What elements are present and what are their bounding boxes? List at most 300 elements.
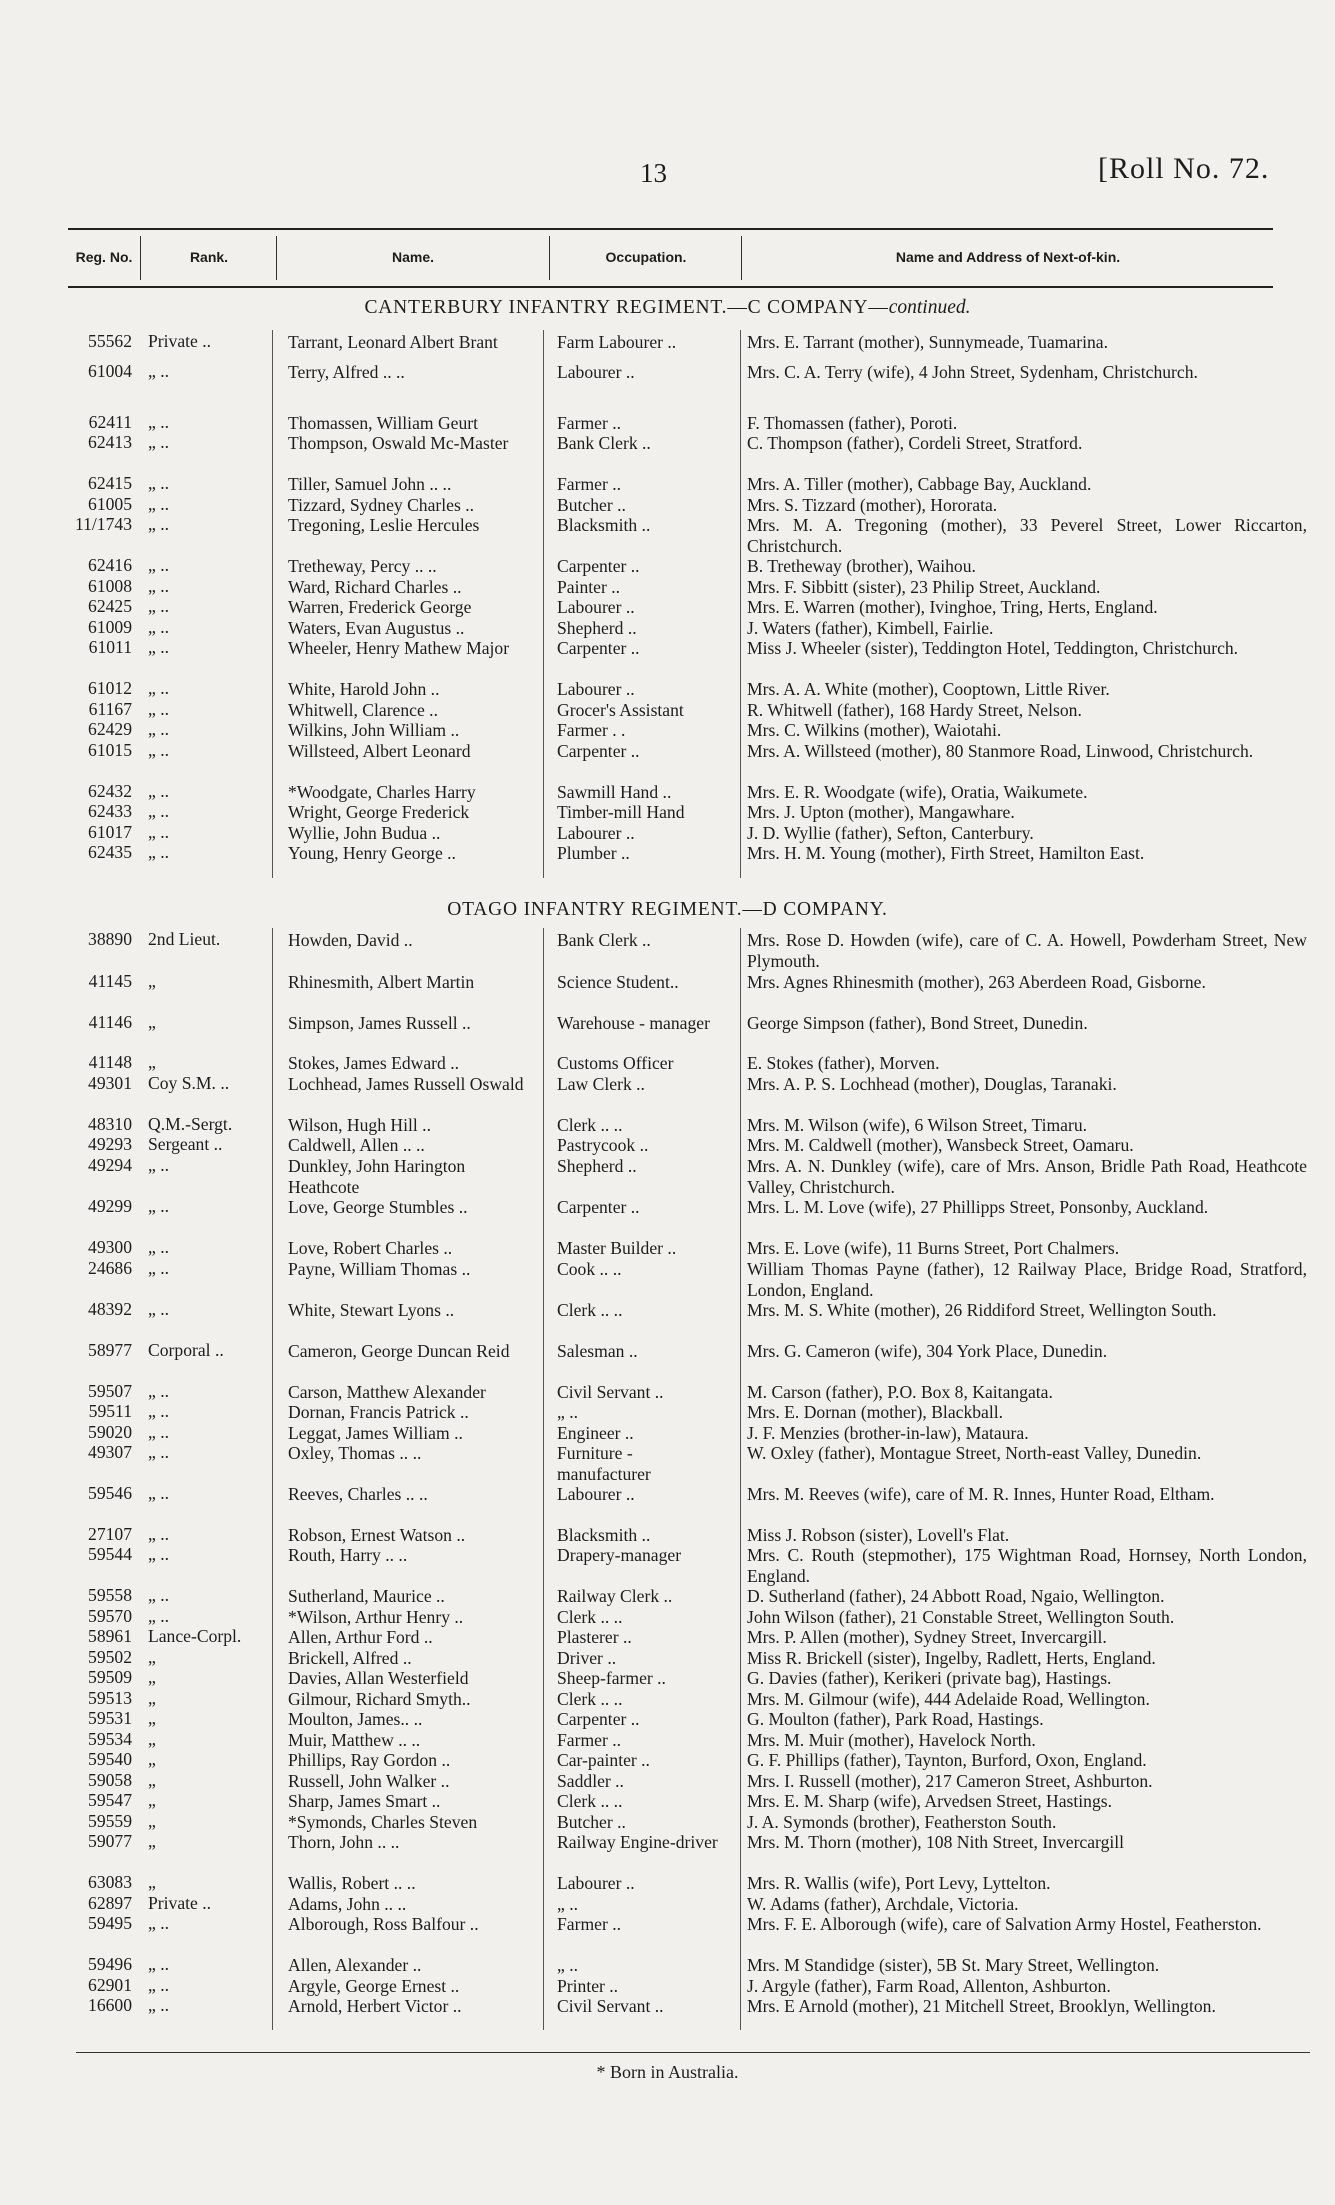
occupation: Labourer ..	[557, 1484, 635, 1504]
next-of-kin: B. Tretheway (brother), Waihou.	[747, 556, 976, 576]
rank: „ ..	[148, 1401, 170, 1421]
reg-number: 59534	[88, 1729, 132, 1749]
next-of-kin: Mrs. M. S. White (mother), 26 Riddiford Street, Wellington South.	[747, 1300, 1217, 1320]
reg-number: 27107	[88, 1524, 132, 1544]
occupation: Farmer . .	[557, 720, 626, 740]
reg-number: 61012	[88, 678, 132, 698]
soldier-name: Wright, George Frederick	[288, 802, 470, 822]
occupation: Law Clerk ..	[557, 1074, 645, 1094]
next-of-kin: Mrs. A. Willsteed (mother), 80 Stanmore Road, Linwood, Christchurch.	[747, 741, 1254, 761]
next-of-kin: Mrs. M. A. Tregoning (mother), 33 Peverel Street, Lower Riccarton, Christchurch.	[747, 515, 1307, 556]
rank: „ ..	[148, 576, 170, 596]
rank: 2nd Lieut.	[148, 929, 221, 949]
header-next-of-kin: Name and Address of Next-of-kin.	[895, 249, 1121, 265]
soldier-name: Oxley, Thomas .. ..	[288, 1443, 422, 1463]
next-of-kin: G. Moulton (father), Park Road, Hastings.	[747, 1709, 1044, 1729]
next-of-kin: F. Thomassen (father), Poroti.	[747, 413, 958, 433]
rank: „	[148, 1012, 156, 1032]
next-of-kin: Mrs. M. Caldwell (mother), Wansbeck Street, Oamaru.	[747, 1135, 1134, 1155]
next-of-kin: Mrs. R. Wallis (wife), Port Levy, Lyttelton.	[747, 1873, 1051, 1893]
reg-number: 49293	[88, 1134, 132, 1154]
occupation: Saddler ..	[557, 1771, 624, 1791]
soldier-name: Thompson, Oswald Mc-Master	[288, 433, 509, 453]
occupation: „ ..	[557, 1894, 579, 1914]
soldier-name: White, Harold John ..	[288, 679, 440, 699]
rank: „ ..	[148, 1422, 170, 1442]
reg-number: 59558	[88, 1585, 132, 1605]
occupation: Farmer ..	[557, 413, 622, 433]
soldier-name: *Wilson, Arthur Henry ..	[288, 1607, 464, 1627]
occupation: Labourer ..	[557, 1873, 635, 1893]
soldier-name: Wheeler, Henry Mathew Major	[288, 638, 510, 658]
reg-number: 58961	[88, 1626, 132, 1646]
next-of-kin: Mrs. E. Tarrant (mother), Sunnymeade, Tuamarina.	[747, 332, 1108, 352]
footnote: * Born in Australia.	[596, 2062, 739, 2082]
rank: Private ..	[148, 1893, 212, 1913]
soldier-name: Cameron, George Duncan Reid	[288, 1341, 510, 1361]
next-of-kin: G. F. Phillips (father), Taynton, Burford, Oxon, England.	[747, 1750, 1147, 1770]
reg-number: 49300	[88, 1237, 132, 1257]
soldier-name: Leggat, James William ..	[288, 1423, 463, 1443]
soldier-name: Moulton, James.. ..	[288, 1709, 423, 1729]
header-name: Name.	[391, 249, 435, 265]
rank: „	[148, 1872, 156, 1892]
soldier-name: Thomassen, William Geurt	[288, 413, 479, 433]
reg-number: 61015	[88, 740, 132, 760]
reg-number: 62416	[88, 555, 132, 575]
next-of-kin: Mrs. A. A. White (mother), Cooptown, Little River.	[747, 679, 1110, 699]
soldier-name: Tizzard, Sydney Charles ..	[288, 495, 475, 515]
rank: „	[148, 971, 156, 991]
occupation: Civil Servant ..	[557, 1382, 664, 1402]
next-of-kin: C. Thompson (father), Cordeli Street, Stratford.	[747, 433, 1083, 453]
section-title-otago: OTAGO INFANTRY REGIMENT.—D COMPANY.	[447, 899, 888, 920]
next-of-kin: Miss R. Brickell (sister), Ingelby, Radlett, Herts, England.	[747, 1648, 1156, 1668]
next-of-kin: E. Stokes (father), Morven.	[747, 1053, 940, 1073]
occupation: Cook .. ..	[557, 1259, 622, 1279]
next-of-kin: J. F. Menzies (brother-in-law), Mataura.	[747, 1423, 1029, 1443]
reg-number: 59020	[88, 1422, 132, 1442]
occupation: Farmer ..	[557, 1730, 622, 1750]
reg-number: 59058	[88, 1770, 132, 1790]
next-of-kin: Mrs. H. M. Young (mother), Firth Street, Hamilton East.	[747, 843, 1145, 863]
occupation: Blacksmith ..	[557, 1525, 651, 1545]
rank: „ ..	[148, 412, 170, 432]
rank: „ ..	[148, 1196, 170, 1216]
next-of-kin: Mrs. A. N. Dunkley (wife), care of Mrs. Anson, Bridle Path Road, Heathcote Valley, Christchurch.	[747, 1156, 1307, 1197]
occupation: Labourer ..	[557, 597, 635, 617]
soldier-name: Payne, William Thomas ..	[288, 1259, 471, 1279]
reg-number: 62901	[88, 1975, 132, 1995]
next-of-kin: Mrs. Agnes Rhinesmith (mother), 263 Aberdeen Road, Gisborne.	[747, 972, 1206, 992]
next-of-kin: Mrs. M. Thorn (mother), 108 Nith Street, Invercargill	[747, 1832, 1125, 1852]
soldier-name: Argyle, George Ernest ..	[288, 1976, 460, 1996]
next-of-kin: R. Whitwell (father), 168 Hardy Street, Nelson.	[747, 700, 1082, 720]
rank: „	[148, 1052, 156, 1072]
rank: Lance-Corpl.	[148, 1626, 242, 1646]
next-of-kin: Miss J. Wheeler (sister), Teddington Hotel, Teddington, Christchurch.	[747, 638, 1239, 658]
occupation: Timber-mill Hand	[557, 802, 685, 822]
rank: „ ..	[148, 1155, 170, 1175]
soldier-name: Wyllie, John Budua ..	[288, 823, 441, 843]
occupation: Farmer ..	[557, 474, 622, 494]
header-occupation: Occupation.	[605, 249, 687, 265]
rank: Q.M.-Sergt.	[148, 1114, 233, 1134]
occupation: Driver ..	[557, 1648, 617, 1668]
occupation: Shepherd ..	[557, 1156, 637, 1176]
reg-number: 38890	[88, 929, 132, 949]
rank: „ ..	[148, 781, 170, 801]
occupation: Clerk .. ..	[557, 1791, 623, 1811]
rank: „	[148, 1749, 156, 1769]
soldier-name: Phillips, Ray Gordon ..	[288, 1750, 451, 1770]
next-of-kin: Mrs. S. Tizzard (mother), Hororata.	[747, 495, 998, 515]
occupation: Civil Servant ..	[557, 1996, 664, 2016]
reg-number: 61008	[88, 576, 132, 596]
rank: Coy S.M. ..	[148, 1073, 230, 1093]
next-of-kin: Mrs. M Standidge (sister), 5B St. Mary Street, Wellington.	[747, 1955, 1160, 1975]
soldier-name: Gilmour, Richard Smyth..	[288, 1689, 471, 1709]
rank: „ ..	[148, 1544, 170, 1564]
rank: „ ..	[148, 842, 170, 862]
soldier-name: Love, George Stumbles ..	[288, 1197, 468, 1217]
reg-number: 24686	[88, 1258, 132, 1278]
rank: „	[148, 1667, 156, 1687]
reg-number: 16600	[88, 1995, 132, 2015]
soldier-name: Wilkins, John William ..	[288, 720, 460, 740]
rank: „	[148, 1708, 156, 1728]
soldier-name: Brickell, Alfred ..	[288, 1648, 412, 1668]
reg-number: 61011	[88, 637, 132, 657]
occupation: Grocer's Assistant	[557, 700, 684, 720]
rank: „	[148, 1688, 156, 1708]
occupation: Blacksmith ..	[557, 515, 651, 535]
reg-number: 62425	[88, 596, 132, 616]
occupation: Warehouse - manager	[557, 1013, 710, 1033]
reg-number: 48392	[88, 1299, 132, 1319]
reg-number: 59495	[88, 1913, 132, 1933]
reg-number: 55562	[88, 331, 132, 351]
rank: „ ..	[148, 1954, 170, 1974]
reg-number: 11/1743	[74, 514, 132, 534]
rank: „ ..	[148, 1299, 170, 1319]
soldier-name: Howden, David ..	[288, 930, 413, 950]
occupation: Carpenter ..	[557, 1197, 640, 1217]
occupation: Butcher ..	[557, 495, 626, 515]
reg-number: 59546	[88, 1483, 132, 1503]
section-title-canterbury: CANTERBURY INFANTRY REGIMENT.—C COMPANY—continued.	[364, 297, 971, 318]
soldier-name: Routh, Harry .. ..	[288, 1545, 408, 1565]
next-of-kin: Mrs. E. Warren (mother), Ivinghoe, Tring, Herts, England.	[747, 597, 1158, 617]
rank: „ ..	[148, 1606, 170, 1626]
next-of-kin: W. Oxley (father), Montague Street, North-east Valley, Dunedin.	[747, 1443, 1202, 1463]
rank: „ ..	[148, 1442, 170, 1462]
next-of-kin: Mrs. L. M. Love (wife), 27 Phillipps Street, Ponsonby, Auckland.	[747, 1197, 1209, 1217]
occupation: Farm Labourer ..	[557, 332, 677, 352]
reg-number: 59511	[88, 1401, 132, 1421]
next-of-kin: Mrs. E. M. Sharp (wife), Arvedsen Street, Hastings.	[747, 1791, 1113, 1811]
soldier-name: Dornan, Francis Patrick ..	[288, 1402, 469, 1422]
soldier-name: Caldwell, Allen .. ..	[288, 1135, 425, 1155]
next-of-kin: Mrs. A. P. S. Lochhead (mother), Douglas, Taranaki.	[747, 1074, 1117, 1094]
rank: „ ..	[148, 1258, 170, 1278]
reg-number: 59509	[88, 1667, 132, 1687]
occupation: Clerk .. ..	[557, 1689, 623, 1709]
next-of-kin: John Wilson (father), 21 Constable Street, Wellington South.	[747, 1607, 1175, 1627]
rank: „ ..	[148, 699, 170, 719]
soldier-name: Warren, Frederick George	[288, 597, 472, 617]
soldier-name: Love, Robert Charles ..	[288, 1238, 453, 1258]
occupation: Drapery-manager	[557, 1545, 682, 1565]
occupation: Pastrycook ..	[557, 1135, 649, 1155]
soldier-name: Robson, Ernest Watson ..	[288, 1525, 466, 1545]
next-of-kin: Mrs. C. Routh (stepmother), 175 Wightman Road, Hornsey, North London, England.	[747, 1545, 1307, 1586]
reg-number: 59531	[88, 1708, 132, 1728]
next-of-kin: George Simpson (father), Bond Street, Dunedin.	[747, 1013, 1088, 1033]
rank: „ ..	[148, 596, 170, 616]
next-of-kin: D. Sutherland (father), 24 Abbott Road, Ngaio, Wellington.	[747, 1586, 1165, 1606]
rank: „ ..	[148, 555, 170, 575]
reg-number: 62411	[88, 412, 132, 432]
occupation: Salesman ..	[557, 1341, 638, 1361]
soldier-name: Sutherland, Maurice ..	[288, 1586, 445, 1606]
reg-number: 62429	[88, 719, 132, 739]
next-of-kin: Mrs. F. Sibbitt (sister), 23 Philip Street, Auckland.	[747, 577, 1101, 597]
rank: „ ..	[148, 1524, 170, 1544]
occupation: Labourer ..	[557, 679, 635, 699]
reg-number: 59502	[88, 1647, 132, 1667]
rank: „ ..	[148, 637, 170, 657]
rank: „	[148, 1729, 156, 1749]
rank: „ ..	[148, 1585, 170, 1605]
rank: „ ..	[148, 678, 170, 698]
reg-number: 59496	[88, 1954, 132, 1974]
reg-number: 59513	[88, 1688, 132, 1708]
occupation: Master Builder ..	[557, 1238, 677, 1258]
reg-number: 58977	[88, 1340, 132, 1360]
soldier-name: Willsteed, Albert Leonard	[288, 741, 471, 761]
rank: „	[148, 1647, 156, 1667]
soldier-name: Thorn, John .. ..	[288, 1832, 400, 1852]
next-of-kin: William Thomas Payne (father), 12 Railway Place, Bridge Road, Stratford, London, England.	[747, 1259, 1307, 1300]
rank: „ ..	[148, 1483, 170, 1503]
rank: Private ..	[148, 331, 212, 351]
reg-number: 41146	[88, 1012, 132, 1032]
next-of-kin: Mrs. A. Tiller (mother), Cabbage Bay, Auckland.	[747, 474, 1092, 494]
rank: Sergeant ..	[148, 1134, 223, 1154]
next-of-kin: Mrs. J. Upton (mother), Mangawhare.	[747, 802, 1015, 822]
next-of-kin: Mrs. E. Dornan (mother), Blackball.	[747, 1402, 1004, 1422]
rank: „ ..	[148, 822, 170, 842]
soldier-name: Davies, Allan Westerfield	[288, 1668, 469, 1688]
reg-number: 49294	[88, 1155, 132, 1175]
next-of-kin: Mrs. M. Muir (mother), Havelock North.	[747, 1730, 1036, 1750]
rank: „ ..	[148, 719, 170, 739]
soldier-name: Muir, Matthew .. ..	[288, 1730, 421, 1750]
soldier-name: Lochhead, James Russell Oswald	[288, 1074, 524, 1094]
next-of-kin: Mrs. G. Cameron (wife), 304 York Place, Dunedin.	[747, 1341, 1108, 1361]
reg-number: 62415	[88, 473, 132, 493]
occupation: „ ..	[557, 1402, 579, 1422]
reg-number: 59544	[88, 1544, 132, 1564]
occupation: Carpenter ..	[557, 556, 640, 576]
reg-number: 62433	[88, 801, 132, 821]
next-of-kin: Mrs. C. A. Terry (wife), 4 John Street, Sydenham, Christchurch.	[747, 362, 1198, 382]
soldier-name: Arnold, Herbert Victor ..	[288, 1996, 462, 2016]
rank: „ ..	[148, 514, 170, 534]
rank: „	[148, 1811, 156, 1831]
reg-number: 61004	[88, 361, 132, 381]
occupation: Customs Officer	[557, 1053, 674, 1073]
occupation: Clerk .. ..	[557, 1607, 623, 1627]
occupation: Plumber ..	[557, 843, 630, 863]
rank: „ ..	[148, 361, 170, 381]
soldier-name: Tarrant, Leonard Albert Brant	[288, 332, 498, 352]
occupation: Butcher ..	[557, 1812, 626, 1832]
next-of-kin: M. Carson (father), P.O. Box 8, Kaitangata.	[747, 1382, 1053, 1402]
soldier-name: Wallis, Robert .. ..	[288, 1873, 416, 1893]
next-of-kin: Mrs. M. Reeves (wife), care of M. R. Innes, Hunter Road, Eltham.	[747, 1484, 1215, 1504]
reg-number: 61009	[88, 617, 132, 637]
soldier-name: Whitwell, Clarence ..	[288, 700, 438, 720]
reg-number: 62432	[88, 781, 132, 801]
occupation: Bank Clerk ..	[557, 930, 651, 950]
next-of-kin: J. A. Symonds (brother), Featherston South.	[747, 1812, 1057, 1832]
soldier-name: White, Stewart Lyons ..	[288, 1300, 455, 1320]
rank: „ ..	[148, 1237, 170, 1257]
next-of-kin: J. D. Wyllie (father), Sefton, Canterbury.	[747, 823, 1034, 843]
soldier-name: Terry, Alfred .. ..	[288, 362, 405, 382]
next-of-kin: Mrs. P. Allen (mother), Sydney Street, Invercargill.	[747, 1627, 1107, 1647]
soldier-name: Dunkley, John Harington Heathcote	[288, 1156, 466, 1197]
occupation: Furniture - manufacturer	[557, 1443, 651, 1484]
bottom-rule	[76, 2052, 1310, 2053]
soldier-name: Adams, John .. ..	[288, 1894, 407, 1914]
next-of-kin: Mrs. E. Love (wife), 11 Burns Street, Port Chalmers.	[747, 1238, 1120, 1258]
reg-number: 62897	[88, 1893, 132, 1913]
reg-number: 59507	[88, 1381, 132, 1401]
reg-number: 59540	[88, 1749, 132, 1769]
next-of-kin: G. Davies (father), Kerikeri (private bag), Hastings.	[747, 1668, 1112, 1688]
occupation: Railway Engine-driver	[557, 1832, 718, 1852]
soldier-name: *Symonds, Charles Steven	[288, 1812, 478, 1832]
occupation: Painter ..	[557, 577, 621, 597]
occupation: Carpenter ..	[557, 1709, 640, 1729]
rank: Corporal ..	[148, 1340, 224, 1360]
rank: „ ..	[148, 494, 170, 514]
soldier-name: Tregoning, Leslie Hercules	[288, 515, 480, 535]
rank: „ ..	[148, 740, 170, 760]
next-of-kin: Mrs. F. E. Alborough (wife), care of Salvation Army Hostel, Featherston.	[747, 1914, 1262, 1934]
next-of-kin: J. Waters (father), Kimbell, Fairlie.	[747, 618, 994, 638]
reg-number: 41148	[88, 1052, 132, 1072]
rank: „ ..	[148, 1381, 170, 1401]
next-of-kin: Mrs. M. Gilmour (wife), 444 Adelaide Road, Wellington.	[747, 1689, 1150, 1709]
occupation: Sawmill Hand ..	[557, 782, 672, 802]
rank: „	[148, 1770, 156, 1790]
reg-number: 62413	[88, 432, 132, 452]
header-reg: Reg. No.	[75, 249, 133, 265]
soldier-name: Sharp, James Smart ..	[288, 1791, 441, 1811]
occupation: Clerk .. ..	[557, 1115, 623, 1135]
reg-number: 63083	[88, 1872, 132, 1892]
reg-number: 61017	[88, 822, 132, 842]
header-rank: Rank.	[189, 249, 229, 265]
soldier-name: Allen, Arthur Ford ..	[288, 1627, 433, 1647]
reg-number: 61005	[88, 494, 132, 514]
rank: „ ..	[148, 1913, 170, 1933]
soldier-name: Allen, Alexander ..	[288, 1955, 422, 1975]
rank: „ ..	[148, 617, 170, 637]
occupation: Plasterer ..	[557, 1627, 632, 1647]
rank: „	[148, 1790, 156, 1810]
rank: „	[148, 1831, 156, 1851]
next-of-kin: Mrs. E. R. Woodgate (wife), Oratia, Waikumete.	[747, 782, 1088, 802]
occupation: Engineer ..	[557, 1423, 634, 1443]
soldier-name: Waters, Evan Augustus ..	[288, 618, 465, 638]
occupation: Farmer ..	[557, 1914, 622, 1934]
occupation: Carpenter ..	[557, 741, 640, 761]
reg-number: 62435	[88, 842, 132, 862]
occupation: Carpenter ..	[557, 638, 640, 658]
rank: „ ..	[148, 1975, 170, 1995]
soldier-name: Wilson, Hugh Hill ..	[288, 1115, 431, 1135]
rank: „ ..	[148, 801, 170, 821]
soldier-name: Rhinesmith, Albert Martin	[288, 972, 475, 992]
soldier-name: *Woodgate, Charles Harry	[288, 782, 476, 802]
reg-number: 41145	[88, 971, 132, 991]
occupation: Sheep-farmer ..	[557, 1668, 666, 1688]
soldier-name: Russell, John Walker ..	[288, 1771, 450, 1791]
next-of-kin: Mrs. C. Wilkins (mother), Waiotahi.	[747, 720, 1002, 740]
occupation: Clerk .. ..	[557, 1300, 623, 1320]
occupation: Shepherd ..	[557, 618, 637, 638]
reg-number: 59570	[88, 1606, 132, 1626]
rank: „ ..	[148, 1995, 170, 2015]
next-of-kin: Mrs. I. Russell (mother), 217 Cameron Street, Ashburton.	[747, 1771, 1153, 1791]
soldier-name: Ward, Richard Charles ..	[288, 577, 462, 597]
rank: „ ..	[148, 473, 170, 493]
soldier-name: Alborough, Ross Balfour ..	[288, 1914, 479, 1934]
reg-number: 59077	[88, 1831, 132, 1851]
occupation: Car-painter ..	[557, 1750, 650, 1770]
next-of-kin: W. Adams (father), Archdale, Victoria.	[747, 1894, 1019, 1914]
occupation: Bank Clerk ..	[557, 433, 651, 453]
next-of-kin: Mrs. M. Wilson (wife), 6 Wilson Street, Timaru.	[747, 1115, 1088, 1135]
reg-number: 48310	[88, 1114, 132, 1134]
page-number: 13	[640, 158, 667, 188]
occupation: Labourer ..	[557, 823, 635, 843]
next-of-kin: J. Argyle (father), Farm Road, Allenton, Ashburton.	[747, 1976, 1111, 1996]
soldier-name: Reeves, Charles .. ..	[288, 1484, 428, 1504]
rank: „ ..	[148, 432, 170, 452]
soldier-name: Tiller, Samuel John .. ..	[288, 474, 452, 494]
soldier-name: Tretheway, Percy .. ..	[288, 556, 437, 576]
next-of-kin: Mrs. Rose D. Howden (wife), care of C. A. Howell, Powderham Street, New Plymouth.	[747, 930, 1307, 971]
table-header	[68, 228, 1273, 288]
occupation: „ ..	[557, 1955, 579, 1975]
reg-number: 49299	[88, 1196, 132, 1216]
reg-number: 49307	[88, 1442, 132, 1462]
soldier-name: Simpson, James Russell ..	[288, 1013, 471, 1033]
occupation: Railway Clerk ..	[557, 1586, 673, 1606]
soldier-name: Young, Henry George ..	[288, 843, 456, 863]
occupation: Labourer ..	[557, 362, 635, 382]
reg-number: 49301	[88, 1073, 132, 1093]
reg-number: 59547	[88, 1790, 132, 1810]
reg-number: 61167	[88, 699, 132, 719]
next-of-kin: Mrs. E Arnold (mother), 21 Mitchell Street, Brooklyn, Wellington.	[747, 1996, 1216, 2016]
